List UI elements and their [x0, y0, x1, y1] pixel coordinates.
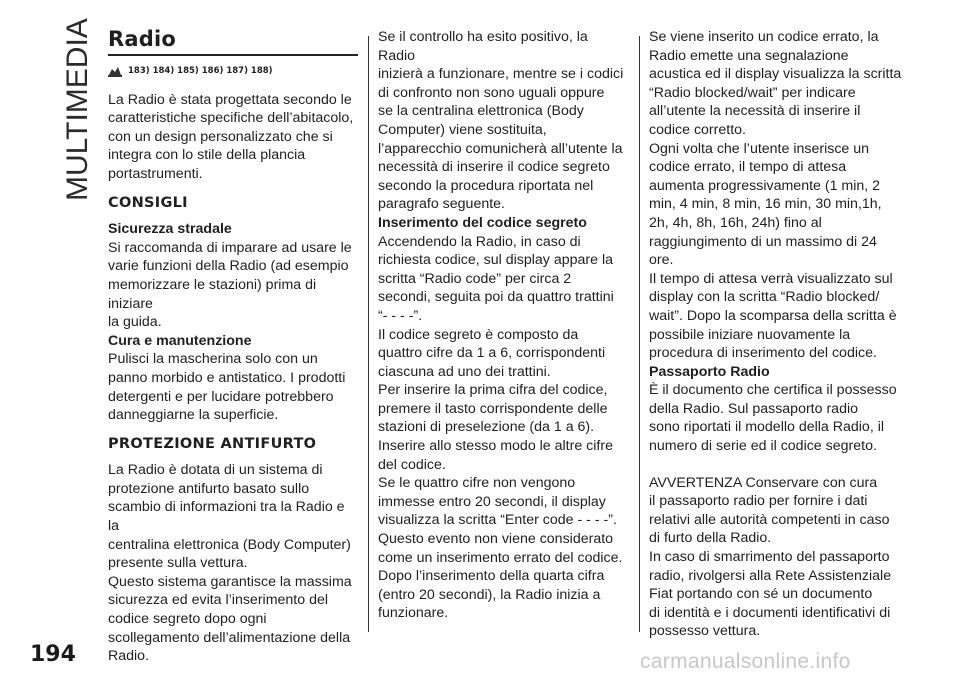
warning-references — [108, 62, 358, 81]
subheading-sicurezza: Sicurezza stradale — [108, 221, 232, 238]
page-number: 194 — [30, 642, 76, 667]
warning-hand-icon — [108, 65, 122, 77]
heading-consigli: CONSIGLI — [108, 194, 188, 211]
intro-paragraph: La Radio è stata progettata secondo le caratteristiche specifiche dell’abitacolo, con un design personalizzato che si integra con lo stile della plancia portastrumenti. — [108, 91, 354, 182]
protezione-paragraph: La Radio è dotata di un sistema di protezione antifurto basato sullo scambio di informazioni tra la Radio e la centralina elettronica (Body Computer) presente sulla vettura. Questo sistema garantisce la massima sicurezza ed evita l’inserimento del codice segreto dopo ogni scollegamento dell’alimentazione della Radio. — [108, 462, 352, 665]
watermark: carmanualsonline.info — [640, 650, 851, 673]
inserimento-paragraph: Accendendo la Radio, in caso di richiesta codice, sul display appare la scritta “Radio code” per circa 2 secondi, seguita poi da quattro trattini “- - - -”. Il codice segreto è composto da quattro cifre da 1 a 6, corrispondenti ciascuna ad uno dei trattini. Per inserire la prima cifra del codice, premere il tasto corrispondente delle stazioni di preselezione (da 1 a 6). Inserire allo stesso modo le altre cifre del codice. Se le quattro cifre non vengono immesse entro 20 secondi, il display visualizza la scritta “Enter code - - - -”. Questo evento non viene considerato come un inserimento errato del codice. Dopo l’inserimento della quarta cifra (entro 20 secondi), la Radio inizia a funzionare. — [378, 233, 623, 622]
subheading-inserimento: Inserimento del codice segreto — [378, 214, 587, 231]
heading-protezione: PROTEZIONE ANTIFURTO — [108, 435, 317, 452]
cura-paragraph: Pulisci la mascherina solo con un panno morbido e antistatico. I prodotti detergenti e per lucidare potrebbero danneggiarne la superficie. — [108, 351, 346, 424]
column-divider — [368, 36, 369, 632]
column-middle — [378, 28, 628, 623]
section-side-label: MULTIMEDIA — [61, 18, 94, 201]
column-left — [108, 28, 358, 666]
section-title: Radio — [108, 28, 358, 56]
sicurezza-paragraph: Si raccomanda di imparare ad usare le varie funzioni della Radio (ad esempio memorizzare le stazioni) prima di iniziare la guida. — [108, 239, 352, 331]
column-divider — [639, 36, 640, 632]
subheading-cura: Cura e manutenzione — [108, 332, 252, 349]
avvertenza-paragraph: AVVERTENZA Conservare con cura il passaporto radio per fornire i dati relativi alle autorità competenti in caso di furto della Radio. In caso di smarrimento del passaporto radio, rivolgersi alla Rete Assistenziale Fiat portando con sé un documento di identità e i documenti identificativi di possesso vettura. — [649, 474, 892, 640]
passaporto-paragraph: È il documento che certifica il possesso della Radio. Sul passaporto radio sono riportati il modello della Radio, il numero di serie ed il codice segreto. — [649, 382, 897, 455]
refs-text: 183) 184) 185) 186) 187) 188) — [128, 66, 273, 76]
column-right — [649, 28, 911, 641]
subheading-passaporto: Passaporto Radio — [649, 363, 770, 380]
check-paragraph: Se il controllo ha esito positivo, la Radio inizierà a funzionare, mentre se i codici di confronto non sono uguali oppure se la centralina elettronica (Body Computer) viene sostituita, l’apparecchio comunicherà all’utente la necessità di inserire il codice segreto secondo la procedura riportata nel paragrafo seguente. — [378, 29, 624, 213]
wrong-code-paragraph: Se viene inserito un codice errato, la Radio emette una segnalazione acustica ed il display visualizza la scritta “Radio blocked/wait” per indicare all’utente la necessità di inserire il codice corretto. Ogni volta che l’utente inserisce un codice errato, il tempo di attesa aumenta progressivamente (1 min, 2 min, 4 min, 8 min, 16 min, 30 min,1h, 2h, 4h, 8h, 16h, 24h) fino al raggiungimento di un massimo di 24 ore. Il tempo di attesa verrà visualizzato sul display con la scritta “Radio blocked/ wait”. Dopo la scomparsa della scritta è possibile iniziare nuovamente la procedura di inserimento del codice. — [649, 29, 902, 362]
